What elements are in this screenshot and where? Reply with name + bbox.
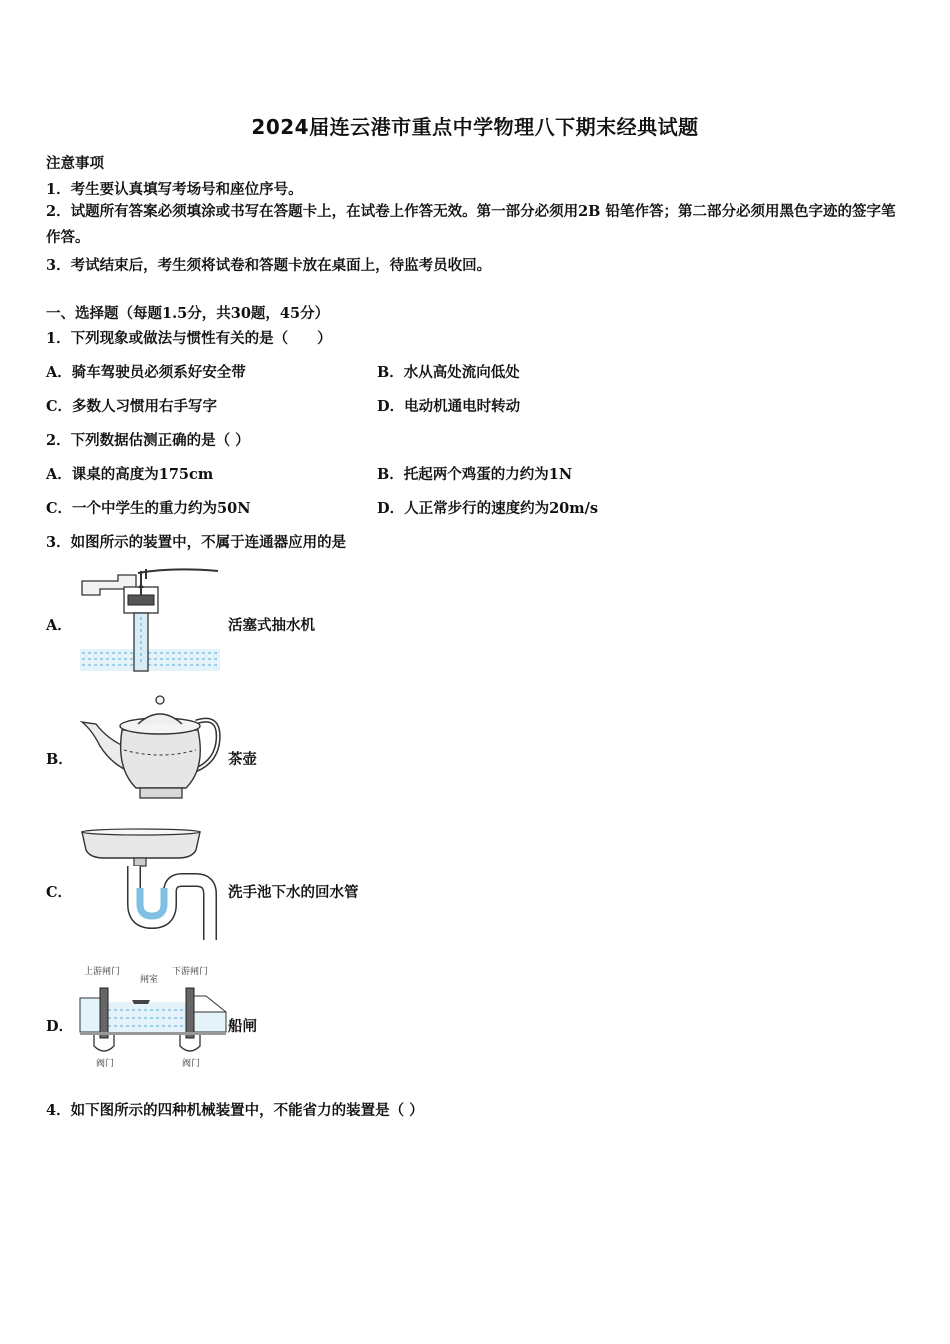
q3-option-d-letter: D． <box>46 1018 74 1035</box>
q1-option-b: B．水从高处流向低处 <box>377 364 520 381</box>
lock-chamber-label: 闸室 <box>140 975 159 985</box>
lock-valve-right-label: 阀门 <box>182 1059 201 1069</box>
q3-option-b-caption: 茶壶 <box>228 751 257 768</box>
question-3-stem: 3．如图所示的装置中，不属于连通器应用的是 <box>46 534 347 551</box>
q1-option-c: C．多数人习惯用右手写字 <box>46 398 218 415</box>
notice-item-1: 1．考生要认真填写考场号和座位序号。 <box>46 181 303 198</box>
section-heading: 一、选择题（每题1.5分，共30题，45分） <box>46 305 330 322</box>
piston-pump-figure <box>78 565 223 673</box>
lock-downstream-gate-label: 下游闸门 <box>172 967 209 977</box>
q3-option-b-letter: B． <box>46 751 73 768</box>
q3-option-c-letter: C． <box>46 884 73 901</box>
lock-valve-left-label: 阀门 <box>96 1059 115 1069</box>
q3-option-a-caption: 活塞式抽水机 <box>228 617 315 634</box>
sink-trap-figure <box>78 826 223 942</box>
q3-option-d-caption: 船闸 <box>228 1018 257 1035</box>
lock-upstream-gate-label: 上游闸门 <box>84 967 121 977</box>
q2-option-c: C．一个中学生的重力约为50N <box>46 500 251 517</box>
teapot-figure <box>78 690 223 806</box>
q2-option-b: B．托起两个鸡蛋的力约为1N <box>377 466 573 483</box>
notice-item-2: 2．试题所有答案必须填涂或书写在答题卡上，在试卷上作答无效。第一部分必须用2B 铅笔作答；第二部分必须用黑色字迹的签字笔作答。 <box>46 203 896 246</box>
question-4-stem: 4．如下图所示的四种机械装置中，不能省力的装置是（ ） <box>46 1102 424 1119</box>
q2-option-d: D．人正常步行的速度约为20m/s <box>377 500 599 517</box>
question-1-stem: 1．下列现象或做法与惯性有关的是（ ） <box>46 330 332 347</box>
notice-item-3: 3．考试结束后，考生须将试卷和答题卡放在桌面上，待监考员收回。 <box>46 257 492 274</box>
question-2-stem: 2．下列数据估测正确的是（ ） <box>46 432 250 449</box>
ship-lock-figure <box>78 962 228 1072</box>
q1-option-d: D．电动机通电时转动 <box>377 398 521 415</box>
page-title: 2024届连云港市重点中学物理八下期末经典试题 <box>251 115 699 139</box>
q3-option-c-caption: 洗手池下水的回水管 <box>228 884 359 901</box>
q2-option-a: A．课桌的高度为175cm <box>46 466 214 483</box>
q1-option-a: A．骑车驾驶员必须系好安全带 <box>46 364 246 381</box>
notice-heading: 注意事项 <box>46 155 104 172</box>
q3-option-a-letter: A． <box>46 617 72 634</box>
